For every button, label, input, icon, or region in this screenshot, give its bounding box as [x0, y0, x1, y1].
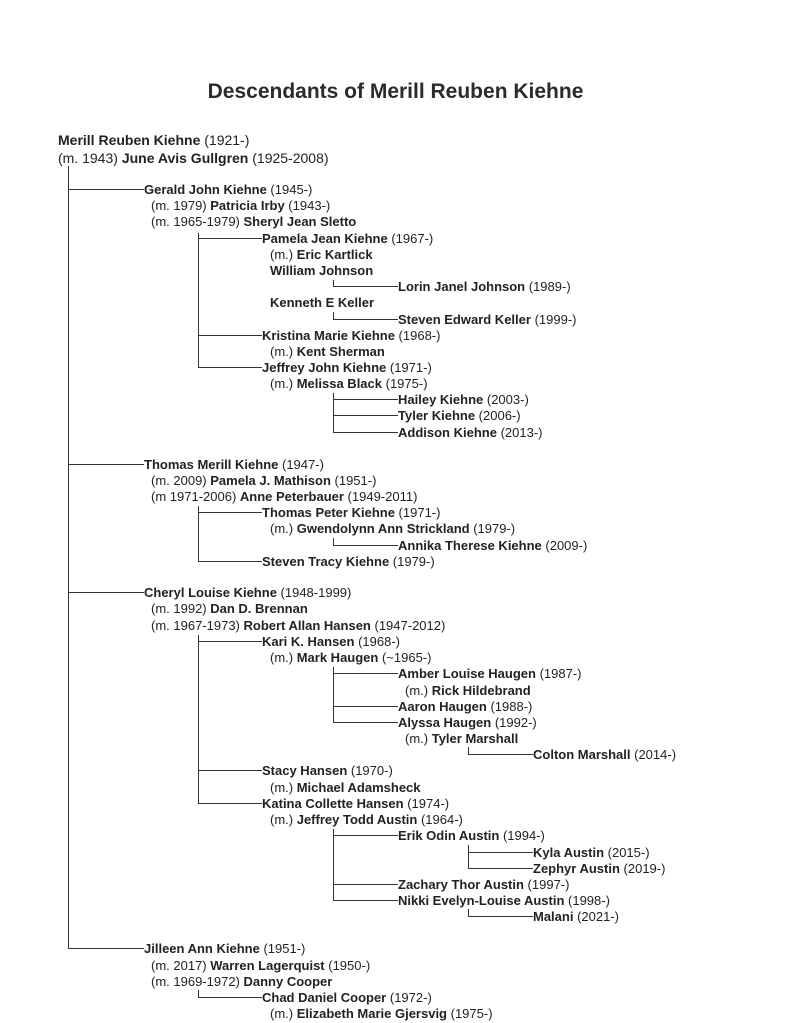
person-name: Kari K. Hansen: [262, 634, 355, 649]
person-entry: [398, 877, 569, 893]
marriage-prefix: (m. 1967-1973): [151, 618, 244, 633]
person-entry: [398, 312, 576, 328]
marriage-prefix: (m.): [270, 650, 297, 665]
person-entry: [533, 909, 619, 925]
life-dates: (1971-): [394, 505, 441, 520]
life-dates: (1998-): [564, 893, 610, 908]
person-entry: [151, 198, 330, 214]
person-entry: [144, 182, 312, 198]
life-dates: (1989-): [525, 279, 571, 294]
life-dates: (1975-): [382, 376, 428, 391]
person-entry: [262, 554, 435, 570]
life-dates: (2019-): [619, 861, 666, 876]
person-name: Patricia Irby: [210, 198, 285, 213]
person-entry: [151, 601, 308, 617]
person-entry: [533, 861, 665, 877]
person-name: Hailey Kiehne: [398, 392, 484, 407]
person-entry: [270, 263, 373, 279]
life-dates: (1947-): [278, 457, 324, 472]
person-entry: [151, 958, 370, 974]
life-dates: (1950-): [324, 958, 371, 973]
life-dates: (1948-1999): [276, 585, 352, 600]
person-entry: [270, 812, 463, 828]
life-dates: (1925-2008): [248, 150, 329, 166]
person-name: June Avis Gullgren: [121, 150, 249, 166]
person-entry: [262, 634, 400, 650]
person-name: Danny Cooper: [243, 974, 333, 989]
person-entry: [262, 360, 432, 376]
person-name: Kent Sherman: [296, 344, 385, 359]
person-name: Stacy Hansen: [262, 763, 348, 778]
person-name: Mark Haugen: [296, 650, 379, 665]
person-name: Sheryl Jean Sletto: [243, 214, 357, 229]
person-name: Pamela Jean Kiehne: [262, 231, 388, 246]
person-name: Robert Allan Hansen: [243, 618, 371, 633]
marriage-prefix: (m.): [405, 731, 432, 746]
person-entry: [398, 425, 542, 441]
person-name: Colton Marshall: [533, 747, 631, 762]
person-entry: [151, 214, 356, 230]
life-dates: (2009-): [541, 538, 588, 553]
person-name: Warren Lagerquist: [210, 958, 325, 973]
person-name: Steven Edward Keller: [398, 312, 531, 327]
person-entry: [533, 747, 676, 763]
marriage-prefix: (m.): [270, 376, 297, 391]
person-name: Thomas Peter Kiehne: [262, 505, 395, 520]
person-entry: [405, 683, 531, 699]
life-dates: (1987-): [535, 666, 582, 681]
life-dates: (1979-): [469, 521, 516, 536]
life-dates: (1964-): [417, 812, 463, 827]
person-name: Dan D. Brennan: [210, 601, 308, 616]
person-entry: [151, 489, 417, 505]
life-dates: (2015-): [604, 845, 650, 860]
life-dates: (1951-): [330, 473, 377, 488]
life-dates: (2014-): [630, 747, 677, 762]
marriage-prefix: (m. 1992): [151, 601, 211, 616]
person-name: Michael Adamsheck: [296, 780, 421, 795]
person-entry: [405, 731, 518, 747]
person-entry: [151, 618, 445, 634]
person-entry: [398, 715, 537, 731]
person-entry: [398, 666, 582, 682]
person-name: Zephyr Austin: [533, 861, 620, 876]
person-name: Chad Daniel Cooper: [262, 990, 387, 1005]
marriage-prefix: (m 1971-2006): [151, 489, 240, 504]
person-entry: [270, 247, 373, 263]
life-dates: (1968-): [354, 634, 401, 649]
life-dates: (2006-): [475, 408, 521, 423]
life-dates: (1943-): [284, 198, 331, 213]
life-dates: (1994-): [499, 828, 545, 843]
person-name: Lorin Janel Johnson: [398, 279, 526, 294]
life-dates: (1968-): [394, 328, 441, 343]
person-name: Anne Peterbauer: [239, 489, 344, 504]
person-name: Melissa Black: [296, 376, 382, 391]
person-name: Erik Odin Austin: [398, 828, 500, 843]
person-name: Katina Collette Hansen: [262, 796, 404, 811]
person-entry: [144, 457, 324, 473]
person-entry: [270, 780, 421, 796]
person-name: Merill Reuben Kiehne: [58, 132, 201, 148]
marriage-prefix: (m. 2017): [151, 958, 211, 973]
person-entry: [533, 845, 650, 861]
marriage-prefix: (m. 1943): [58, 150, 122, 166]
person-entry: [58, 149, 329, 167]
person-name: Kenneth E Keller: [270, 295, 375, 310]
person-entry: [270, 521, 515, 537]
person-entry: [398, 538, 587, 554]
person-name: Aaron Haugen: [398, 699, 487, 714]
life-dates: (1974-): [403, 796, 450, 811]
person-name: Kyla Austin: [533, 845, 605, 860]
person-entry: [262, 796, 449, 812]
life-dates: (1945-): [266, 182, 313, 197]
person-entry: [270, 344, 385, 360]
person-entry: [151, 473, 376, 489]
person-name: Nikki Evelyn-Louise Austin: [398, 893, 565, 908]
life-dates: (1997-): [523, 877, 570, 892]
person-entry: [398, 408, 521, 424]
marriage-prefix: (m.): [270, 812, 297, 827]
marriage-prefix: (m.): [270, 1006, 297, 1021]
life-dates: (1999-): [530, 312, 577, 327]
person-name: Kristina Marie Kiehne: [262, 328, 395, 343]
person-name: Alyssa Haugen: [398, 715, 492, 730]
person-entry: [262, 328, 440, 344]
life-dates: (1947-2012): [370, 618, 446, 633]
person-name: Addison Kiehne: [398, 425, 497, 440]
life-dates: (2021-): [573, 909, 619, 924]
marriage-prefix: (m.): [270, 344, 297, 359]
person-entry: [270, 1006, 493, 1022]
person-name: Tyler Marshall: [431, 731, 519, 746]
person-name: Annika Therese Kiehne: [398, 538, 542, 553]
life-dates: (1988-): [486, 699, 533, 714]
marriage-prefix: (m.): [270, 247, 297, 262]
marriage-prefix: (m.): [405, 683, 432, 698]
marriage-prefix: (m. 1969-1972): [151, 974, 244, 989]
life-dates: (~1965-): [378, 650, 432, 665]
life-dates: (1951-): [259, 941, 306, 956]
person-entry: [262, 763, 393, 779]
document-title: Descendants of Merill Reuben Kiehne: [207, 80, 584, 103]
person-entry: [144, 585, 351, 601]
person-name: Zachary Thor Austin: [398, 877, 524, 892]
person-entry: [151, 974, 332, 990]
person-entry: [398, 279, 571, 295]
marriage-prefix: (m. 1979): [151, 198, 211, 213]
life-dates: (1921-): [200, 132, 250, 148]
life-dates: (1992-): [491, 715, 537, 730]
person-entry: [398, 893, 610, 909]
person-entry: [262, 990, 432, 1006]
marriage-prefix: (m.): [270, 521, 297, 536]
person-name: Gerald John Kiehne: [144, 182, 267, 197]
person-name: Jeffrey Todd Austin: [296, 812, 418, 827]
person-name: William Johnson: [270, 263, 374, 278]
life-dates: (1979-): [389, 554, 435, 569]
person-name: Amber Louise Haugen: [398, 666, 536, 681]
person-name: Tyler Kiehne: [398, 408, 476, 423]
person-entry: [398, 699, 532, 715]
person-name: Steven Tracy Kiehne: [262, 554, 390, 569]
marriage-prefix: (m.): [270, 780, 297, 795]
person-entry: [144, 941, 305, 957]
life-dates: (1949-2011): [343, 489, 418, 504]
person-entry: [398, 392, 529, 408]
person-name: Eric Kartlick: [296, 247, 373, 262]
marriage-prefix: (m. 1965-1979): [151, 214, 244, 229]
marriage-prefix: (m. 2009): [151, 473, 211, 488]
life-dates: (1975-): [447, 1006, 493, 1021]
person-name: Rick Hildebrand: [431, 683, 531, 698]
person-name: Jilleen Ann Kiehne: [144, 941, 260, 956]
life-dates: (2003-): [483, 392, 529, 407]
life-dates: (1967-): [387, 231, 434, 246]
person-name: Gwendolynn Ann Strickland: [296, 521, 470, 536]
life-dates: (1970-): [347, 763, 393, 778]
person-name: Cheryl Louise Kiehne: [144, 585, 277, 600]
person-entry: [262, 505, 440, 521]
life-dates: (1972-): [386, 990, 432, 1005]
person-entry: [262, 231, 433, 247]
life-dates: (2013-): [496, 425, 543, 440]
person-entry: [398, 828, 545, 844]
person-entry: [270, 295, 374, 311]
person-name: Thomas Merill Kiehne: [144, 457, 279, 472]
person-name: Jeffrey John Kiehne: [262, 360, 387, 375]
person-name: Elizabeth Marie Gjersvig: [296, 1006, 447, 1021]
person-name: Malani: [533, 909, 574, 924]
person-name: Pamela J. Mathison: [210, 473, 331, 488]
life-dates: (1971-): [386, 360, 432, 375]
person-entry: [270, 650, 431, 666]
person-entry: [270, 376, 428, 392]
person-entry: [58, 131, 249, 149]
